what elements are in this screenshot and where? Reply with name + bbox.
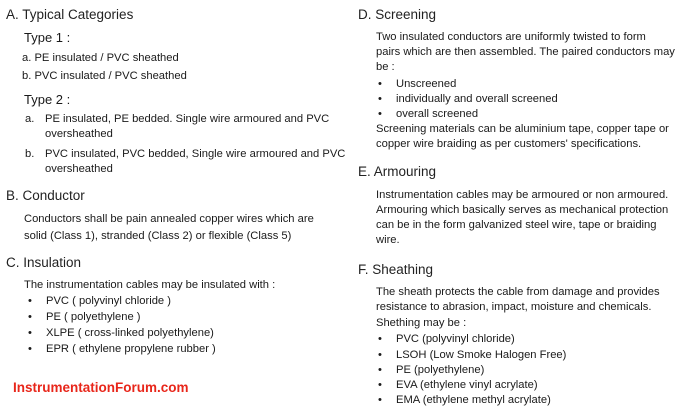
screening-line1: Two insulated conductors are uniformly twisted to form xyxy=(376,31,646,43)
armouring-line1: Instrumentation cables may be armoured or non armoured. xyxy=(376,189,669,201)
type2-item-a-marker: a. xyxy=(25,113,35,125)
section-f-heading: F. Sheathing xyxy=(358,262,434,277)
section-e-heading: E. Armouring xyxy=(358,164,437,179)
type1-item-a: a. PE insulated / PVC sheathed xyxy=(22,52,179,64)
type2-item-b-line1: PVC insulated, PVC bedded, Single wire armoured and PVC xyxy=(45,148,346,160)
screening-item: • Unscreened xyxy=(396,77,456,91)
sheathing-line1: The sheath protects the cable from damage and provides xyxy=(376,286,660,298)
sheathing-item: • EVA (ethylene vinyl acrylate) xyxy=(396,378,538,392)
armouring-line4: wire. xyxy=(376,234,400,246)
screening-line5: copper wire braiding as per customers' specifications. xyxy=(376,138,642,150)
screening-item: • overall screened xyxy=(396,107,478,121)
type2-item-b-line2: oversheathed xyxy=(45,163,113,175)
conductor-line2: solid (Class 1), stranded (Class 2) or flexible (Class 5) xyxy=(24,230,292,242)
screening-item: • individually and overall screened xyxy=(396,92,558,106)
type1-item-b: b. PVC insulated / PVC sheathed xyxy=(22,70,187,82)
insulation-item: • XLPE ( cross-linked polyethylene) xyxy=(46,326,214,340)
type2-item-b-marker: b. xyxy=(25,148,35,160)
section-b-heading: B. Conductor xyxy=(6,188,85,203)
sheathing-item: • LSOH (Low Smoke Halogen Free) xyxy=(396,348,566,362)
screening-line4: Screening materials can be aluminium tape, copper tape or xyxy=(376,123,669,135)
brand-logo: InstrumentationForum.com xyxy=(13,380,189,395)
insulation-item: • PE ( polyethylene ) xyxy=(46,310,141,324)
conductor-line1: Conductors shall be pain annealed copper wires which are xyxy=(24,213,314,225)
sheathing-item: • PVC (polyvinyl chloride) xyxy=(396,332,515,346)
type1-label: Type 1 : xyxy=(24,30,71,45)
insulation-item: • EPR ( ethylene propylene rubber ) xyxy=(46,342,216,356)
screening-line3: be : xyxy=(376,61,395,73)
section-a-heading: A. Typical Categories xyxy=(6,7,134,22)
screening-line2: pairs which are then assembled. The paired conductors may xyxy=(376,46,675,58)
insulation-item: • PVC ( polyvinyl chloride ) xyxy=(46,294,171,308)
sheathing-line3: Shething may be : xyxy=(376,317,467,329)
type2-item-a-line1: PE insulated, PE bedded. Single wire armoured and PVC xyxy=(45,113,330,125)
sheathing-line2: resistance to abrasion, impact, moisture and chemicals. xyxy=(376,301,652,313)
type2-label: Type 2 : xyxy=(24,92,71,107)
sheathing-item: • PE (polyethylene) xyxy=(396,363,484,377)
type2-item-a-line2: oversheathed xyxy=(45,128,113,140)
insulation-intro: The instrumentation cables may be insulated with : xyxy=(24,279,276,291)
sheathing-item: • EMA (ethylene methyl acrylate) xyxy=(396,393,551,407)
section-c-heading: C. Insulation xyxy=(6,255,82,270)
armouring-line3: can be in the form galvanized steel wire, tape or braiding xyxy=(376,219,657,231)
armouring-line2: Armouring which basically serves as mechanical protection xyxy=(376,204,669,216)
section-d-heading: D. Screening xyxy=(358,7,437,22)
